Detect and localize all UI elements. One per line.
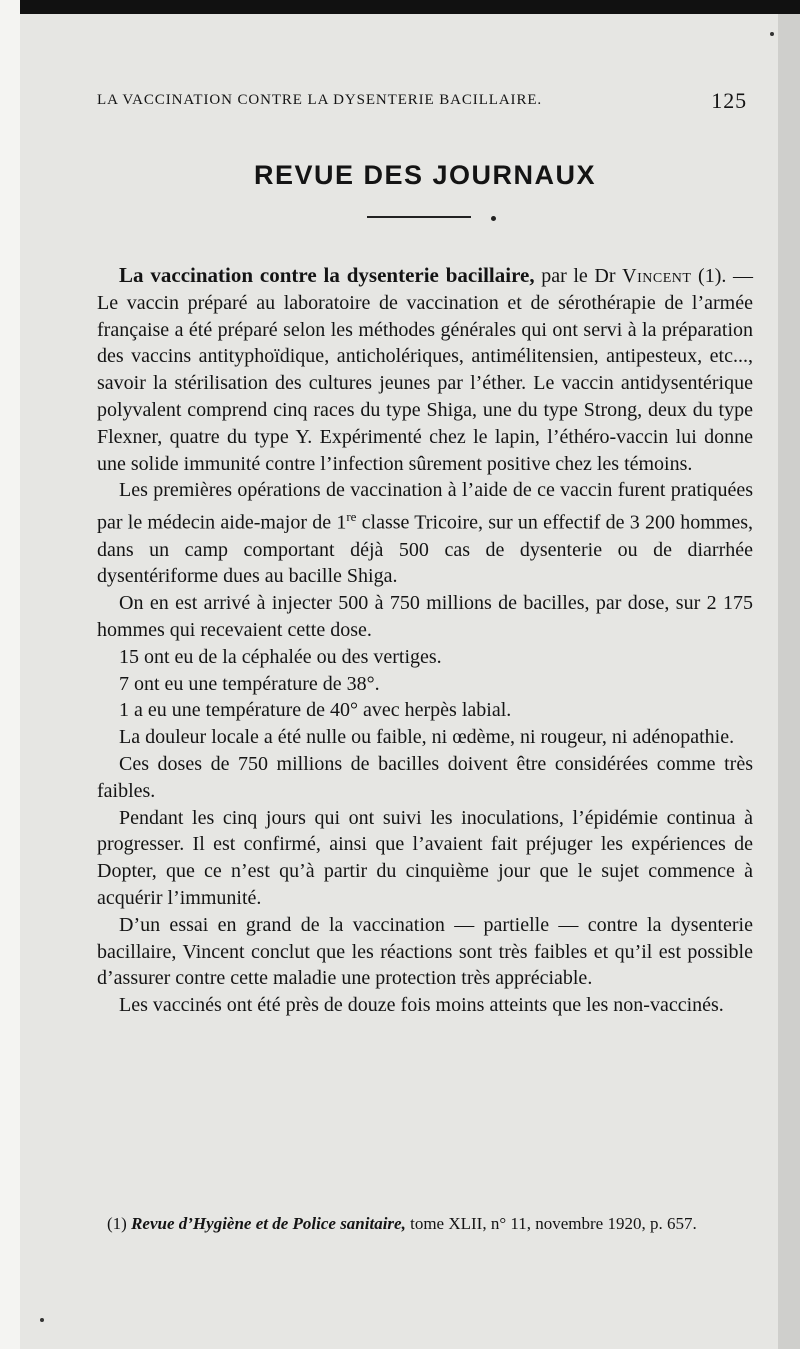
paragraph-10: D’un essai en grand de la vaccination — partielle — contre la dysenterie bacillaire, Vincent conclut que les réactions sont très faibles et qu’il est possible d’assurer contre cette maladie une protection très appréciable. [97,913,753,990]
paragraph-4: 15 ont eu de la céphalée ou des vertiges. [119,645,442,668]
paragraph-5: 7 ont eu une température de 38°. [119,672,380,695]
footnote-ref: (1). — [691,265,753,287]
paragraph-2 [97,477,753,590]
ink-speck [770,32,774,36]
running-head [97,88,753,114]
title-rule-dot [491,216,496,221]
article-body [97,262,753,1019]
page-edge-left [0,0,20,1349]
footnote-marker: (1) [107,1214,132,1233]
paragraph-11: Les vaccinés ont été près de douze fois moins atteints que les non-vaccinés. [119,994,724,1017]
footnote-text [97,1212,753,1236]
author-name: Vincent [622,265,692,287]
paragraph-8: Ces doses de 750 millions de bacilles doivent être considérées comme très faibles. [97,753,753,802]
paragraph-3: On en est arrivé à injecter 500 à 750 millions de bacilles, par dose, sur 2 175 hommes qui recevaient cette dose. [97,592,753,642]
paragraph-7: La douleur locale a été nulle ou faible, ni œdème, ni rougeur, ni adénopathie. [119,726,735,749]
article-title: La vaccination contre la dysenterie bacillaire, [119,263,535,287]
footnote [97,1212,753,1236]
section-title: REVUE DES JOURNAUX [253,160,597,190]
paragraph-2-text-b: classe Tricoire, sur un effectif de 3 200 hommes, dans un camp comportant déjà 500 cas de dysenterie ou de diarrhée dysentériforme dues au bacille Shiga. [97,511,753,588]
paragraph-1 [97,262,753,477]
footnote-journal: Revue d’Hygiène et de Police sanitaire, [131,1214,406,1233]
byline-prefix: par le [534,265,595,287]
running-head-title: LA VACCINATION CONTRE LA DYSENTERIE BACILLAIRE. [97,92,543,108]
paragraph-1-text: Le vaccin préparé au laboratoire de vaccination et de sérothérapie de l’armée française a été préparé selon les méthodes générales qui ont servi à la préparation des vaccins antityphoïdique, anticholériques, antimélitensien, antipesteux, etc..., savoir la stérilisation des cultures jeunes par l’éther. Le vaccin antidysentérique polyvalent comprend cinq races du type Shiga, une du type Strong, deux du type Flexner, quatre du type Y. Expérimenté chez le lapin, l’éthéro-vaccin lui donne une solide immunité contre l’infection sûrement positive chez les témoins. [97,291,753,475]
paragraph-2-text-a: Les premières opérations de vaccination à l’aide de ce vaccin furent pratiquées par le médecin aide-major de 1 [97,479,753,534]
paragraph-6: 1 a eu une température de 40° avec herpès labial. [119,699,512,722]
paragraph-9: Pendant les cinq jours qui ont suivi les inoculations, l’épidémie continua à progresser. Il est confirmé, ainsi que l’avaient fait préjuger les expériences de Dopter, que ce n’est qu’à partir du cinquième jour que le sujet commence à acquérir l’immunité. [97,806,753,909]
footnote-rest: tome XLII, n° 11, novembre 1920, p. 657. [405,1214,697,1233]
author-title: Dr [594,265,616,287]
title-rule [367,216,471,218]
ink-speck [40,1318,44,1322]
page-edge-top [20,0,800,14]
page-number: 125 [711,88,747,113]
page-edge-right [778,14,800,1349]
ordinal-superscript: re [346,509,357,525]
